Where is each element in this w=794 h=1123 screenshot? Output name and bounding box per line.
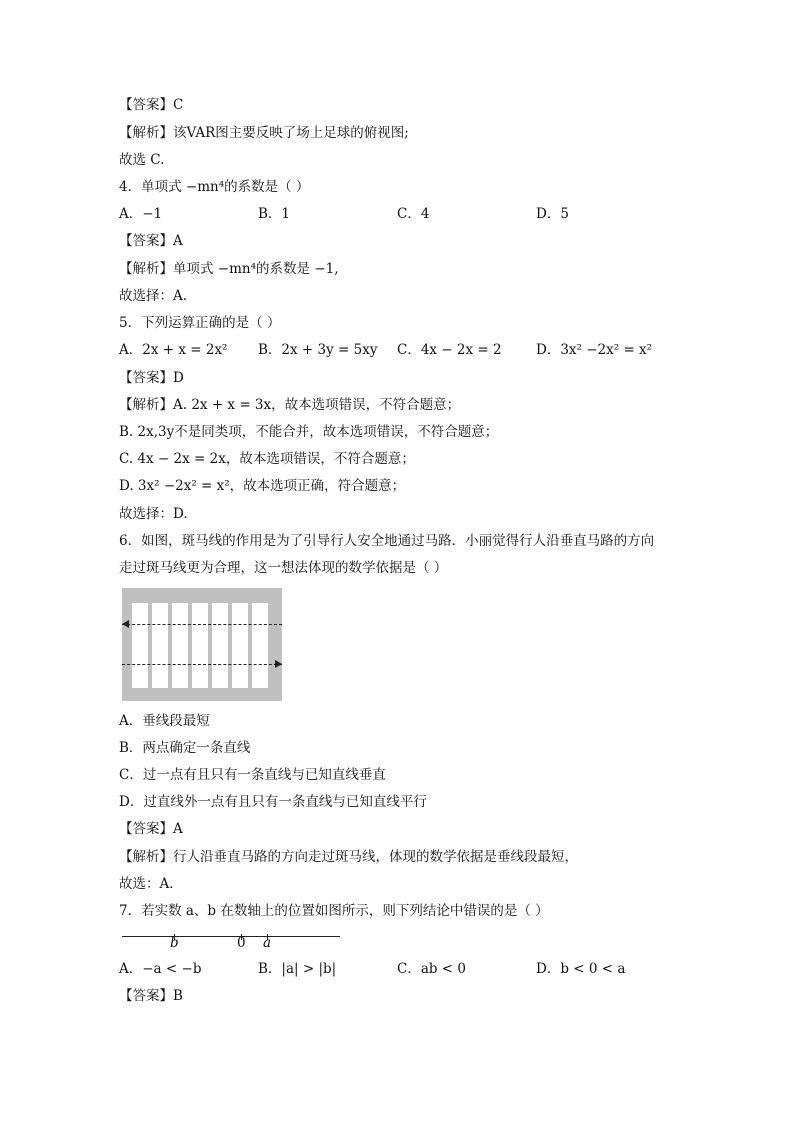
q6-answer: 【答案】A xyxy=(119,821,183,837)
zebra-stripe xyxy=(172,603,188,688)
line-answer-c: 【答案】C xyxy=(119,97,184,113)
q4-option-b: B．1 xyxy=(258,206,291,222)
q5-option-c: C．4x − 2x = 2 xyxy=(397,342,502,358)
zebra-stripe xyxy=(152,603,168,688)
q7-answer: 【答案】B xyxy=(119,988,183,1004)
right-arrow-head-icon xyxy=(274,660,282,668)
label-a: a xyxy=(263,935,272,951)
q7-option-b: B．|a| > |b| xyxy=(258,961,337,977)
number-line xyxy=(122,936,340,937)
q7-option-c: C．ab < 0 xyxy=(397,961,467,977)
zebra-stripe xyxy=(232,603,248,688)
q5-option-a: A．2x + x = 2x² xyxy=(119,342,228,358)
q6-option-b: B．两点确定一条直线 xyxy=(119,740,251,756)
q6-select: 故选：A． xyxy=(119,876,183,892)
q5-option-d: D．3x² −2x² = x² xyxy=(536,342,653,358)
question-6-line1: 6．如图，斑马线的作用是为了引导行人安全地通过马路．小丽觉得行人沿垂直马路的方向 xyxy=(119,533,655,549)
label-zero: 0 xyxy=(237,935,246,951)
question-4: 4．单项式 −mn⁴的系数是（ ） xyxy=(119,179,310,195)
q5-analysis-a: 【解析】A. 2x + x = 3x，故本选项错误，不符合题意； xyxy=(119,397,461,413)
question-5: 5．下列运算正确的是（ ） xyxy=(119,315,281,331)
q6-option-d: D．过直线外一点有且只有一条直线与已知直线平行 xyxy=(119,794,427,810)
zebra-stripe xyxy=(212,603,228,688)
q6-option-a: A．垂线段最短 xyxy=(119,713,210,729)
q7-option-d: D．b < 0 < a xyxy=(536,961,626,977)
q5-select: 故选择：D. xyxy=(119,506,188,522)
q5-answer: 【答案】D xyxy=(119,370,184,386)
line-select-c: 故选 C. xyxy=(119,152,165,168)
zebra-stripe xyxy=(252,603,268,688)
q4-select: 故选择：A. xyxy=(119,288,188,304)
line-analysis-var: 【解析】该VAR图主要反映了场上足球的俯视图; xyxy=(119,125,409,141)
q4-answer: 【答案】A xyxy=(119,233,183,249)
q5-analysis-b: B. 2x,3y不是同类项，不能合并，故本选项错误，不符合题意； xyxy=(119,424,499,440)
left-arrow-line xyxy=(122,624,282,625)
question-7: 7．若实数 a、b 在数轴上的位置如图所示，则下列结论中错误的是（ ） xyxy=(119,903,549,919)
zebra-crossing-figure xyxy=(122,588,282,701)
q5-option-b: B．2x + 3y = 5xy xyxy=(258,342,378,358)
q7-option-a: A．−a < −b xyxy=(119,961,202,977)
left-arrow-head-icon xyxy=(122,620,130,628)
zebra-stripe xyxy=(132,603,148,688)
q4-option-d: D．5 xyxy=(536,206,569,222)
q5-analysis-c: C. 4x − 2x = 2x，故本选项错误，不符合题意； xyxy=(119,451,415,467)
q6-analysis: 【解析】行人沿垂直马路的方向走过斑马线，体现的数学依据是垂线段最短， xyxy=(119,849,578,865)
q5-analysis-d: D. 3x² −2x² = x²，故本选项正确，符合题意； xyxy=(119,478,406,494)
zebra-stripe xyxy=(192,603,208,688)
label-b: b xyxy=(170,935,179,951)
q4-option-a: A．−1 xyxy=(119,206,163,222)
question-6-line2: 走过斑马线更为合理，这一想法体现的数学依据是（ ） xyxy=(119,560,448,576)
q6-option-c: C．过一点有且只有一条直线与已知直线垂直 xyxy=(119,767,386,783)
right-arrow-line xyxy=(122,664,282,665)
q4-analysis: 【解析】单项式 −mn⁴的系数是 −1, xyxy=(119,261,339,277)
q4-option-c: C．4 xyxy=(397,206,430,222)
